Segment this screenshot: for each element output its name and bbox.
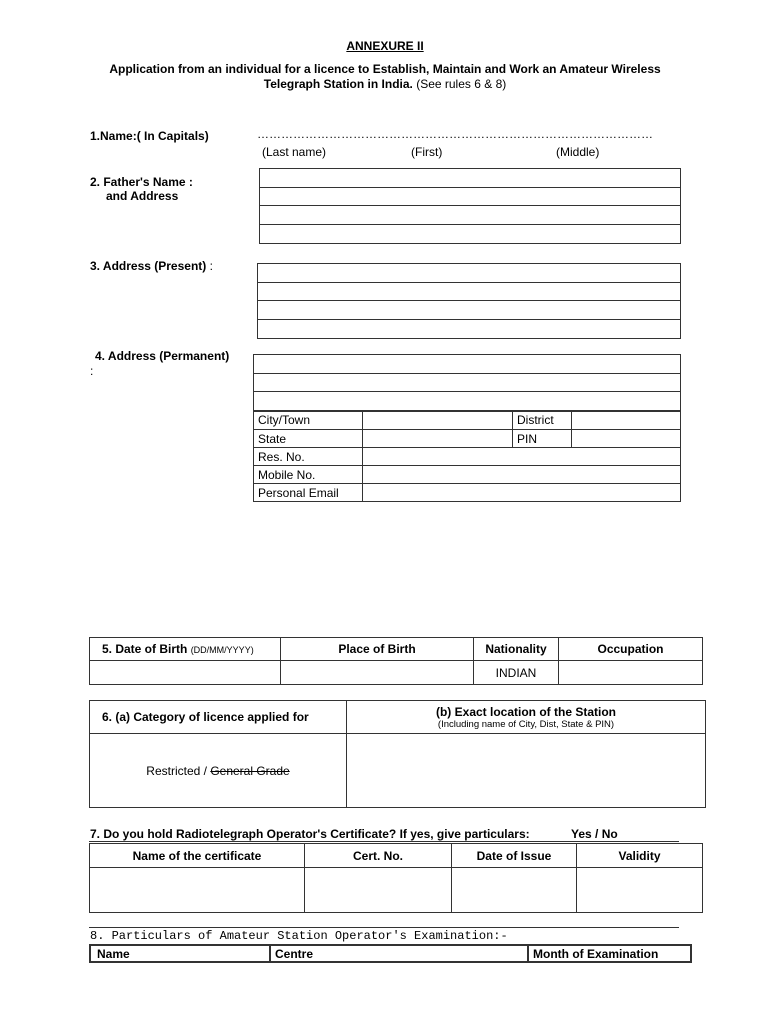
location-field[interactable] [347, 734, 706, 808]
q3-label: 3. Address (Present) [90, 259, 207, 273]
restricted-option[interactable]: Restricted / [146, 763, 211, 778]
exam-table [89, 944, 692, 963]
q1-label: 1.Name:( In Capitals) [90, 129, 209, 143]
city-label: City/Town [254, 411, 363, 430]
validity-field[interactable] [577, 868, 703, 913]
category-header: 6. (a) Category of licence applied for [90, 701, 347, 734]
annexure-title: ANNEXURE II [346, 39, 424, 53]
certificate-table [89, 843, 703, 913]
cert-name-field[interactable] [90, 868, 305, 913]
date-of-issue-field[interactable] [452, 868, 577, 913]
date-of-issue-header: Date of Issue [452, 844, 577, 868]
pob-field[interactable] [281, 661, 474, 685]
form-title-line2 [0, 77, 770, 91]
q2-label: 2. Father's Name : [90, 175, 193, 189]
first-name-caption: (First) [411, 145, 443, 159]
cert-no-field[interactable] [305, 868, 452, 913]
q7-label: 7. Do you hold Radiotelegraph Operator's Certificate? If yes, give particulars: [90, 827, 530, 841]
district-field[interactable] [572, 411, 681, 430]
permanent-address-box[interactable] [253, 354, 681, 412]
permanent-address-details-table [253, 410, 681, 502]
state-label: State [254, 430, 363, 448]
form-title-bold: Telegraph Station in India. [263, 77, 413, 91]
cert-name-header: Name of the certificate [90, 844, 305, 868]
form-title-line1: Application from an individual for a licence to Establish, Maintain and Work an Amateur Wireless [109, 62, 661, 76]
middle-name-caption: (Middle) [556, 145, 600, 159]
licence-category-table [89, 700, 706, 808]
general-grade-option[interactable]: General Grade [210, 763, 290, 778]
occupation-field[interactable] [559, 661, 703, 685]
form-title-rules: (See rules 6 & 8) [412, 77, 507, 91]
dob-format: (DD/MM/YYYY) [190, 645, 254, 655]
validity-header: Validity [577, 844, 703, 868]
occupation-header: Occupation [559, 638, 703, 661]
mobile-no-label: Mobile No. [254, 466, 363, 484]
q2-label-address: and Address [106, 189, 179, 203]
city-field[interactable] [363, 411, 513, 430]
dob-label: 5. Date of Birth [102, 642, 188, 656]
location-sub: (Including name of City, Dist, State & PIN) [437, 718, 615, 730]
q8-divider [89, 927, 679, 928]
q4-label: 4. Address (Permanent) [95, 349, 230, 363]
cert-no-header: Cert. No. [305, 844, 452, 868]
father-name-address-box[interactable] [259, 168, 681, 244]
personal-email-label: Personal Email [254, 484, 363, 502]
last-name-caption: (Last name) [262, 145, 327, 159]
q3-label-wrap [90, 259, 213, 273]
present-address-box[interactable] [257, 263, 681, 339]
exam-name-header: Name [90, 945, 270, 962]
pin-label: PIN [513, 430, 572, 448]
state-field[interactable] [363, 430, 513, 448]
q7-divider [89, 841, 679, 842]
category-field[interactable] [90, 734, 347, 808]
pob-header: Place of Birth [281, 638, 474, 661]
q4-colon: : [90, 364, 94, 378]
name-dotted-line[interactable]: ……………………………………………………………………………………… [257, 127, 653, 141]
dob-header [90, 638, 281, 661]
res-no-label: Res. No. [254, 448, 363, 466]
location-header [347, 701, 706, 734]
res-no-field[interactable] [363, 448, 681, 466]
q3-colon: : [209, 259, 213, 273]
exam-centre-header: Centre [270, 945, 528, 962]
birth-details-table [89, 637, 703, 685]
nationality-field[interactable]: INDIAN [474, 661, 559, 685]
location-label: (b) Exact location of the Station [435, 704, 616, 719]
nationality-header: Nationality [474, 638, 559, 661]
dob-field[interactable] [90, 661, 281, 685]
pin-field[interactable] [572, 430, 681, 448]
personal-email-field[interactable] [363, 484, 681, 502]
district-label: District [513, 411, 572, 430]
mobile-no-field[interactable] [363, 466, 681, 484]
exam-month-header: Month of Examination [528, 945, 691, 962]
q7-yes-no[interactable]: Yes / No [571, 827, 618, 841]
q8-label: 8. Particulars of Amateur Station Operator's Examination:- [90, 929, 508, 943]
